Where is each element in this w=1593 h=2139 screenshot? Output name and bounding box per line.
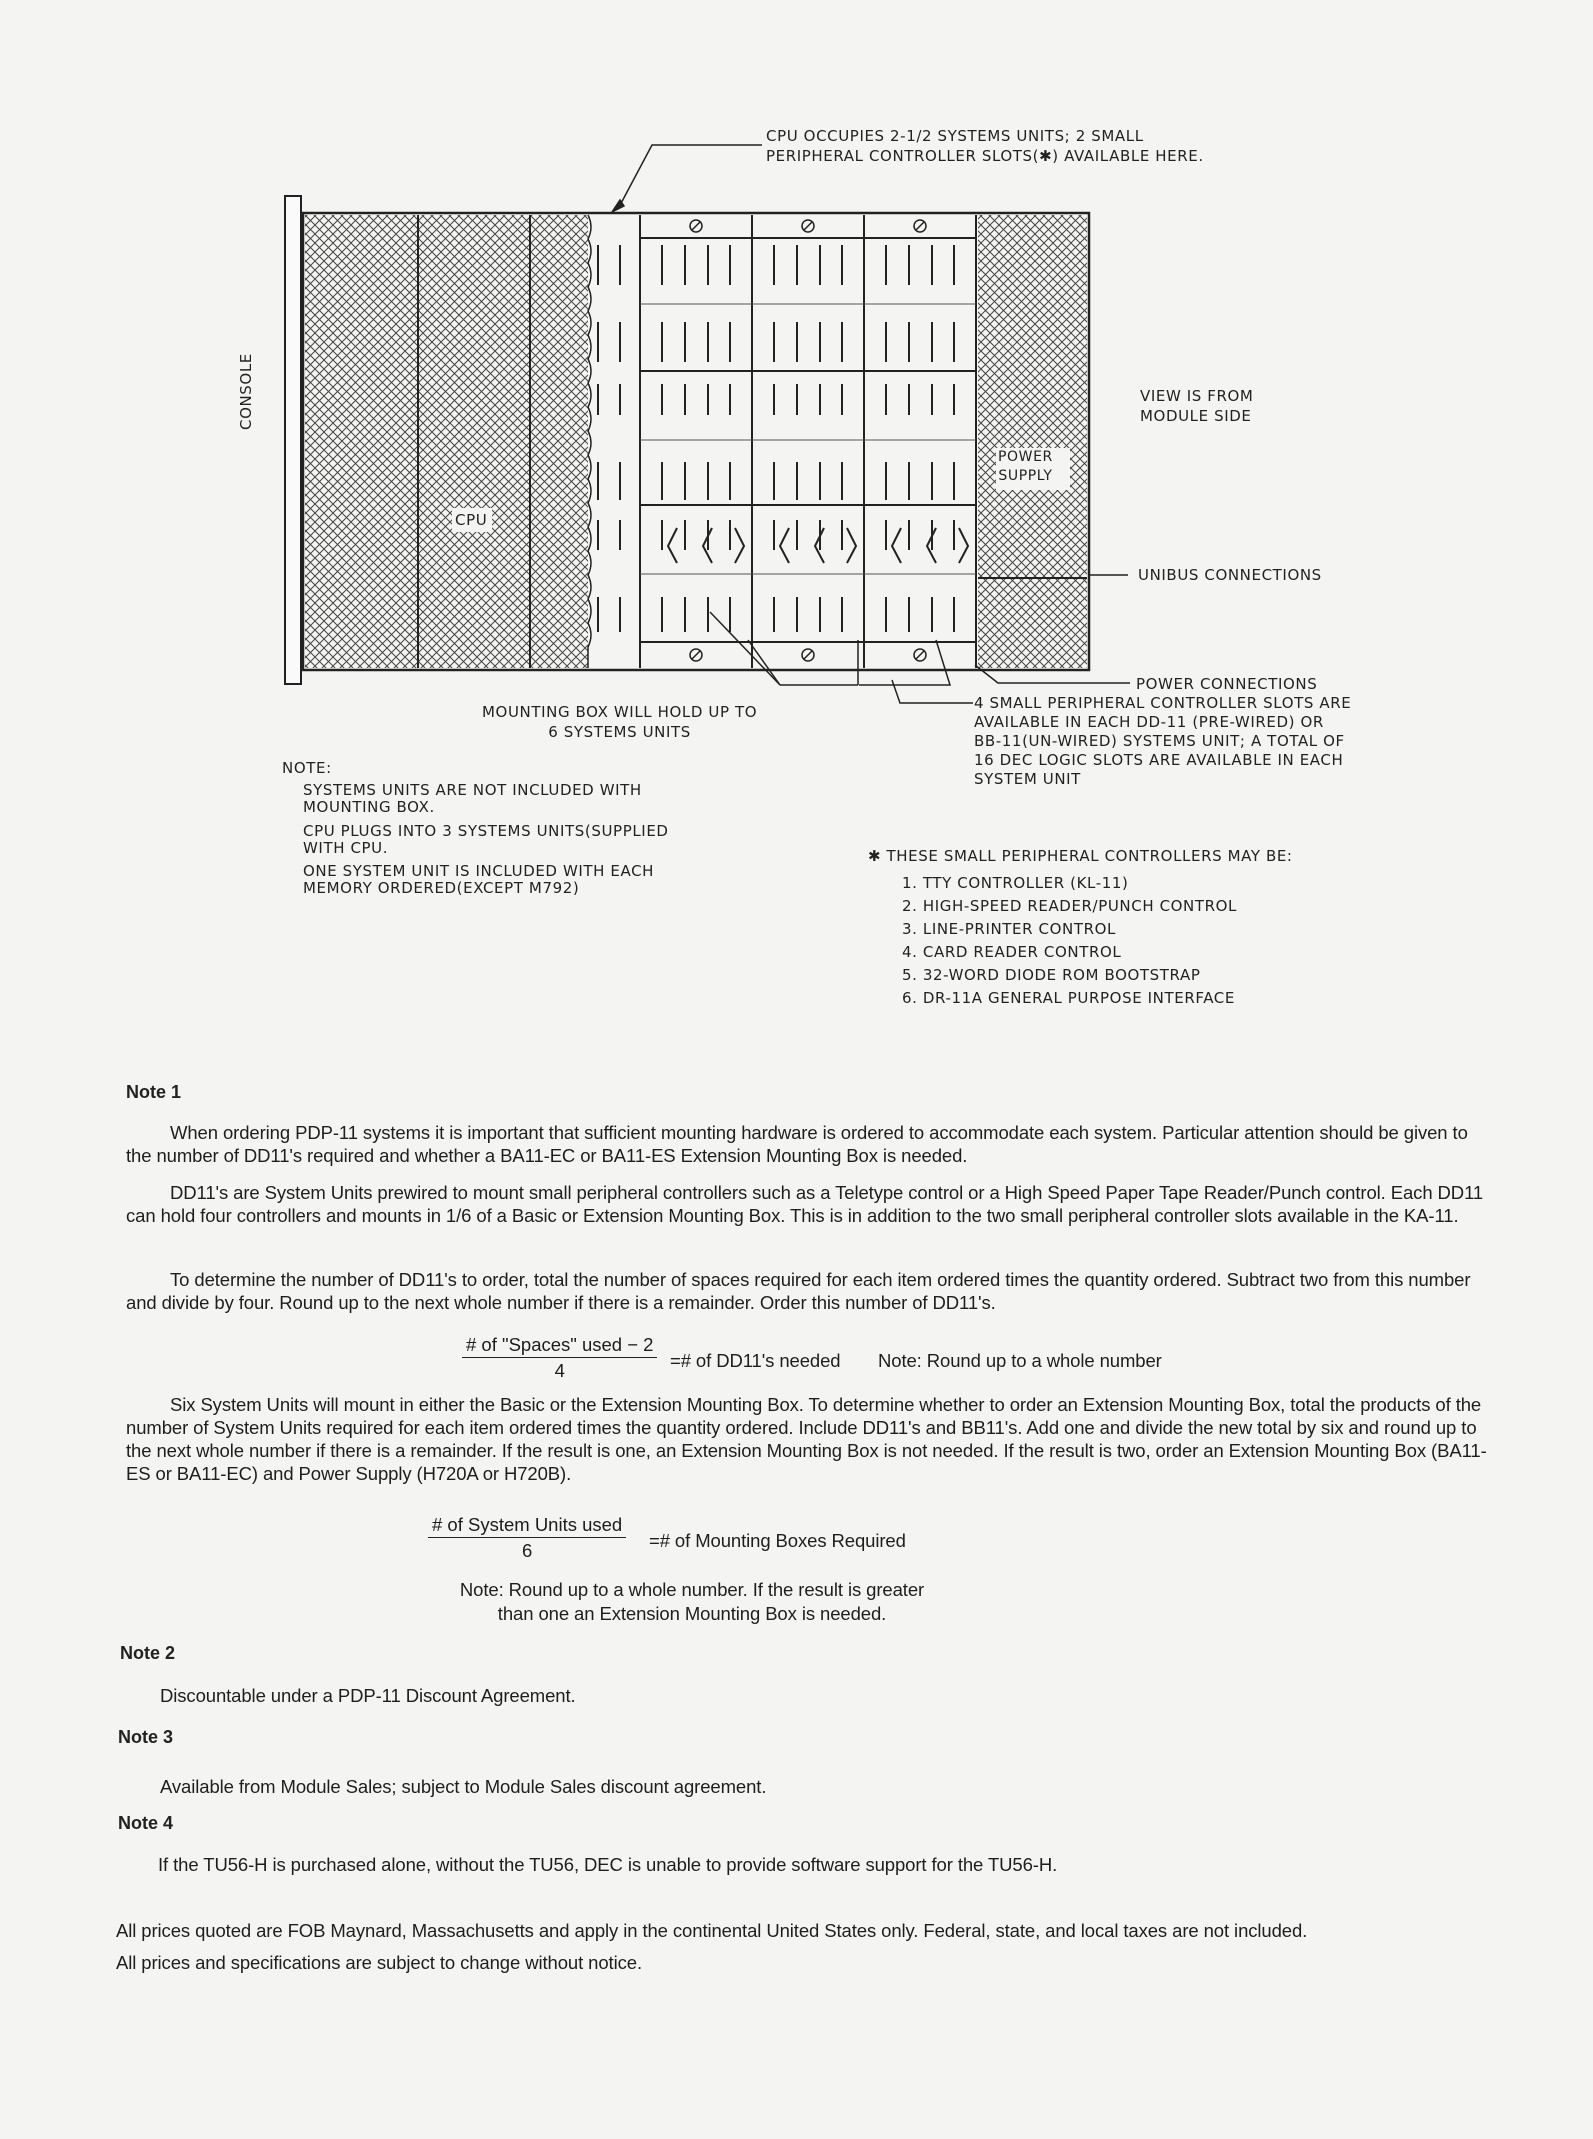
- note1-paragraph-3: To determine the number of DD11's to order, total the number of spaces required for each item ordered times the quantity ordered. Subtract two from this number and divide by four. Round up to the next whole number if there is a remainder. Order this number of DD11's.: [126, 1269, 1471, 1313]
- mounting-box-diagram: [0, 0, 1593, 1060]
- mounting-box-label: MOUNTING BOX WILL HOLD UP TO 6 SYSTEMS UNITS: [482, 703, 758, 741]
- formula-dd11-numerator: # of "Spaces" used − 2: [462, 1334, 657, 1358]
- note2-heading: Note 2: [120, 1643, 176, 1663]
- note-item-3: ONE SYSTEM UNIT IS INCLUDED WITH EACH MEMORY ORDERED(EXCEPT M792): [303, 862, 655, 897]
- formula-mounting-boxes: [428, 1514, 626, 1562]
- note1-heading: Note 1: [126, 1082, 182, 1102]
- formula-boxes-denominator: 6: [521, 1540, 533, 1561]
- view-label: VIEW IS FROM MODULE SIDE: [1140, 387, 1254, 425]
- note1-paragraph-1: When ordering PDP-11 systems it is important that sufficient mounting hardware is ordered to accommodate each system. Particular attention should be given to the number of DD11's required and whether a BA11-EC or BA11-ES Extension Mounting Box is needed.: [126, 1122, 1468, 1166]
- controller-item: 4. CARD READER CONTROL: [902, 943, 1122, 961]
- power-connections-label: POWER CONNECTIONS: [1136, 675, 1318, 693]
- footer-line-1: All prices quoted are FOB Maynard, Massachusetts and apply in the continental United States only. Federal, state, and local taxes are not included.: [116, 1920, 1308, 1941]
- controller-item: 2. HIGH-SPEED READER/PUNCH CONTROL: [902, 897, 1238, 915]
- controller-item: 6. DR-11A GENERAL PURPOSE INTERFACE: [902, 989, 1235, 1007]
- note1-paragraph-2: DD11's are System Units prewired to mount small peripheral controllers such as a Teletype control or a High Speed Paper Tape Reader/Punch control. Each DD11 can hold four controllers and mounts in 1/6 of a Basic or Extension Mounting Box. This is in addition to the two small peripheral controller slots available in the KA-11.: [126, 1182, 1484, 1226]
- formula-boxes-note-line1: Note: Round up to a whole number. If the result is greater: [459, 1579, 925, 1600]
- slots-note: 4 SMALL PERIPHERAL CONTROLLER SLOTS ARE AVAILABLE IN EACH DD-11 (PRE-WIRED) OR BB-11(UN-WIRED) SYSTEMS UNIT; A TOTAL OF 16 DEC LOGIC SLOTS ARE AVAILABLE IN EACH SYSTEM UNIT: [974, 694, 1352, 788]
- note1-paragraph-4: Six System Units will mount in either the Basic or the Extension Mounting Box. To determine whether to order an Extension Mounting Box, total the products of the number of System Units required for each item ordered times the quantity ordered. Include DD11's and BB11's. Add one and divide the new total by six and round up to the next whole number if there is a remainder. If the result is one, an Extension Mounting Box is not needed. If the result is two, order an Extension Mounting Box (BA11-ES or BA11-EC) and Power Supply (H720A or H720B).: [126, 1394, 1487, 1484]
- power-supply-label: POWER SUPPLY: [998, 449, 1053, 484]
- formula-dd11-result: =# of DD11's needed: [670, 1350, 841, 1371]
- note3-heading: Note 3: [118, 1727, 174, 1747]
- note-item-2: CPU PLUGS INTO 3 SYSTEMS UNITS(SUPPLIED WITH CPU.: [303, 822, 669, 857]
- footer-line-2: All prices and specifications are subject to change without notice.: [116, 1952, 642, 1973]
- note2-text: Discountable under a PDP-11 Discount Agreement.: [160, 1685, 576, 1706]
- formula-boxes-note-line2: than one an Extension Mounting Box is needed.: [497, 1603, 887, 1624]
- note4-heading: Note 4: [118, 1813, 174, 1833]
- note-item-1: SYSTEMS UNITS ARE NOT INCLUDED WITH MOUNTING BOX.: [303, 781, 642, 816]
- cpu-hatch: [305, 215, 588, 668]
- controllers-title: ✱ THESE SMALL PERIPHERAL CONTROLLERS MAY BE:: [868, 847, 1293, 865]
- controllers-list: [902, 872, 1237, 1010]
- note-title: NOTE:: [282, 759, 332, 777]
- formula-dd11-note: Note: Round up to a whole number: [878, 1350, 1162, 1371]
- formula-dd11: [462, 1334, 657, 1382]
- cpu-label: CPU: [455, 511, 488, 529]
- note4-text: If the TU56-H is purchased alone, without the TU56, DEC is unable to provide software support for the TU56-H.: [158, 1854, 1058, 1875]
- controller-item: 1. TTY CONTROLLER (KL-11): [902, 874, 1129, 892]
- note3-text: Available from Module Sales; subject to Module Sales discount agreement.: [160, 1776, 767, 1797]
- formula-dd11-denominator: 4: [554, 1360, 565, 1381]
- power-supply-hatch: [978, 215, 1087, 668]
- console-bar: [285, 196, 301, 684]
- unibus-connections-label: UNIBUS CONNECTIONS: [1138, 566, 1322, 584]
- formula-boxes-numerator: # of System Units used: [428, 1514, 626, 1538]
- formula-boxes-result: =# of Mounting Boxes Required: [649, 1530, 906, 1551]
- console-label: CONSOLE: [237, 353, 255, 430]
- controller-item: 3. LINE-PRINTER CONTROL: [902, 920, 1116, 938]
- controller-item: 5. 32-WORD DIODE ROM BOOTSTRAP: [902, 966, 1201, 984]
- cpu-callout-label: CPU OCCUPIES 2-1/2 SYSTEMS UNITS; 2 SMALL PERIPHERAL CONTROLLER SLOTS(✱) AVAILABLE HERE.: [766, 127, 1204, 165]
